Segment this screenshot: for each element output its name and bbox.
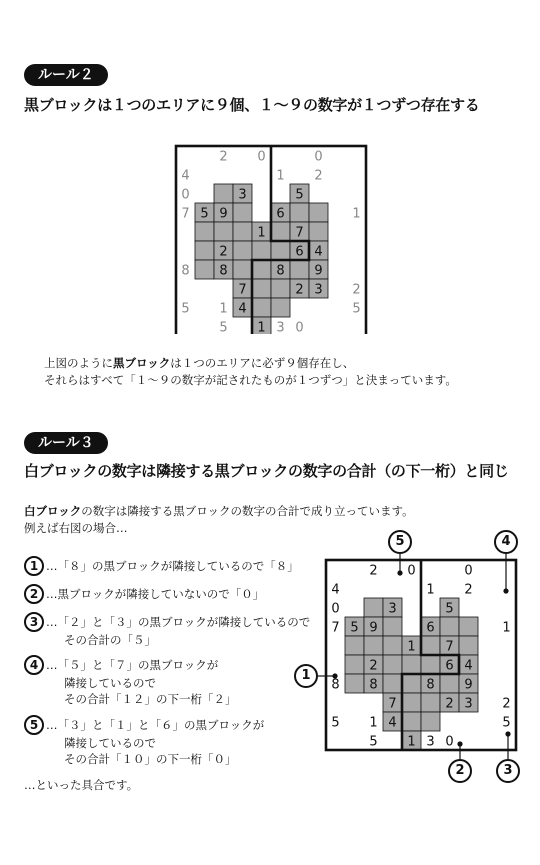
rule2-note-pre: 上図のように (44, 356, 113, 370)
rule2-black-number: 3 (238, 187, 247, 203)
rule3-black-number: 9 (369, 620, 378, 636)
example-1-text: …「８」の黒ブロックが隣接しているので「８」 (46, 559, 299, 573)
rule2-white-number: 0 (295, 320, 304, 334)
rule2-black-number: 1 (257, 320, 266, 334)
rule2-black-number: 8 (219, 263, 228, 279)
rule2-black-number: 3 (314, 282, 323, 298)
rule2-black-number: 5 (200, 206, 209, 222)
rule3-white-number: 3 (426, 734, 435, 750)
rule2-white-number: 5 (219, 320, 228, 334)
example-4-text-2: 隣接しているので (64, 676, 156, 690)
callout-2: 2 (448, 759, 472, 783)
rule2-white-number: 5 (352, 301, 361, 317)
rule3-black-number: 2 (369, 658, 378, 674)
rule2-note-post: は１つのエリアに必ず９個存在し、 (170, 356, 355, 370)
rule3-outro: …といった具合です。 (24, 778, 139, 792)
rule3-white-number: 0 (331, 601, 340, 617)
rule3-white-number: 0 (464, 563, 473, 579)
example-4-number: 4 (24, 655, 44, 675)
callout-3: 3 (496, 759, 520, 783)
rule2-black-number: 7 (238, 282, 247, 298)
rule2-black-number: 6 (276, 206, 285, 222)
rule3-black-number: 1 (407, 734, 416, 750)
leader-2-dot (458, 742, 462, 746)
rule3-black-number: 7 (388, 696, 397, 712)
rule2-black-number: 7 (295, 225, 304, 241)
rule3-heading: 白ブロックの数字は隣接する黒ブロックの数字の合計（の下一桁）と同じ (24, 462, 509, 480)
example-5-text-3: その合計「１０」の下一桁「０」 (64, 752, 237, 766)
rule3-black-number: 7 (445, 639, 454, 655)
rule2-black-number: 8 (276, 263, 285, 279)
rule3-black-number: 6 (445, 658, 454, 674)
rule3-white-number: 0 (445, 734, 454, 750)
callout-5: 5 (388, 530, 412, 554)
rule2-heading: 黒ブロックは１つのエリアに９個、１～９の数字が１つずつ存在する (24, 96, 480, 114)
rule3-black-number: 2 (445, 696, 454, 712)
rule2-black-number: 9 (314, 263, 323, 279)
rule3-black-number: 8 (426, 677, 435, 693)
example-5-number: 5 (24, 715, 44, 735)
rule2-black-number: 2 (219, 244, 228, 260)
example-4-text: …「５」と「７」の黒ブロックが (46, 658, 219, 672)
rule3-white-number: 1 (426, 582, 435, 598)
rule3-white-number: 2 (502, 696, 511, 712)
example-3-number: 3 (24, 612, 44, 632)
leader-1-dot (333, 674, 337, 678)
rule2-badge: ルール２ (24, 64, 108, 86)
rule2-white-number: 1 (276, 168, 285, 184)
rule2-white-number: 8 (181, 263, 190, 279)
example-4-text-3: その合計「１２」の下一桁「２」 (64, 692, 237, 706)
rule2-black-number: 1 (257, 225, 266, 241)
leader-4-dot (504, 589, 508, 593)
rule2-black-number: 4 (238, 301, 247, 317)
leader-3-dot (506, 732, 510, 736)
rule2-note-line2: それらはすべて「１～９の数字が記されたものが１つずつ」と決まっています。 (44, 373, 457, 387)
rule3-black-number: 6 (426, 620, 435, 636)
rule2-white-number: 5 (181, 301, 190, 317)
rule3-white-number: 1 (369, 715, 378, 731)
rule3-white-number: 7 (331, 620, 340, 636)
rule3-white-number: 2 (369, 563, 378, 579)
rule2-white-number: 0 (257, 149, 266, 165)
example-5-text-2: 隣接しているので (64, 736, 156, 750)
example-5-text: …「３」と「１」と「６」の黒ブロックが (46, 718, 265, 732)
rule3-black-number: 4 (388, 715, 397, 731)
rule3-black-number: 4 (464, 658, 473, 674)
rule3-black-number: 3 (464, 696, 473, 712)
rule2-black-number: 5 (295, 187, 304, 203)
example-3-text-2: その合計の「５」 (64, 633, 156, 647)
rule2-white-number: 1 (219, 301, 228, 317)
leader-5-dot (398, 571, 402, 575)
rule3-intro-rest: の数字は隣接する黒ブロックの数字の合計で成り立っています。 (81, 504, 414, 518)
rule3-white-number: 5 (331, 715, 340, 731)
rule2-black-number: 2 (295, 282, 304, 298)
rule3-black-number: 5 (350, 620, 359, 636)
rule2-white-number: 0 (181, 187, 190, 203)
rule2-white-number: 7 (181, 206, 190, 222)
rule2-white-number: 4 (181, 168, 190, 184)
rule2-white-number: 2 (219, 149, 228, 165)
rule3-white-number: 5 (502, 715, 511, 731)
rule3-badge: ルール３ (24, 432, 108, 454)
rule2-black-number: 4 (314, 244, 323, 260)
rule2-white-number: 2 (352, 282, 361, 298)
rule3-white-number: 5 (369, 734, 378, 750)
rule2-white-number: 2 (314, 168, 323, 184)
example-2-number: 2 (24, 584, 44, 604)
example-3-text: …「２」と「３」の黒ブロックが隣接しているので (46, 615, 311, 629)
rule3-white-number: 8 (331, 677, 340, 693)
rule2-black-number: 9 (219, 206, 228, 222)
rule3-black-number: 8 (369, 677, 378, 693)
example-2-text: …黒ブロックが隣接していないので「０」 (46, 587, 265, 601)
rule3-white-number: 2 (464, 582, 473, 598)
rule2-black-number: 6 (295, 244, 304, 260)
rule3-black-number: 3 (388, 601, 397, 617)
rule2-white-number: 1 (352, 206, 361, 222)
rule2-white-number: 3 (276, 320, 285, 334)
rule3-white-number: 0 (407, 563, 416, 579)
rule3-black-number: 9 (464, 677, 473, 693)
callout-4: 4 (494, 530, 518, 554)
rule3-intro-line2: 例えば右図の場合… (24, 521, 128, 535)
rule2-note-bold: 黒ブロック (113, 356, 171, 370)
rule3-intro-bold: 白ブロック (24, 504, 82, 518)
rule3-white-number: 1 (502, 620, 511, 636)
rule3-black-number: 5 (445, 601, 454, 617)
rule3-black-number: 1 (407, 639, 416, 655)
callout-1: 1 (294, 664, 318, 688)
rule3-white-number: 4 (331, 582, 340, 598)
example-1-number: 1 (24, 556, 44, 576)
rule2-white-number: 0 (314, 149, 323, 165)
